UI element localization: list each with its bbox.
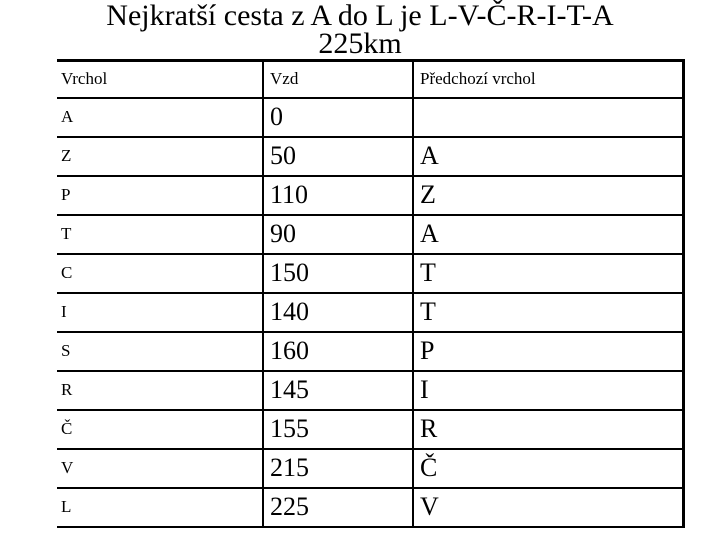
table-row bbox=[57, 371, 683, 410]
distance-cell: 160 bbox=[263, 332, 413, 371]
distance-cell: 90 bbox=[263, 215, 413, 254]
title-line-2: 225km bbox=[318, 27, 402, 60]
header-distance: Vzd bbox=[263, 61, 413, 98]
table-row bbox=[57, 215, 683, 254]
header-previous-vertex: Předchozí vrchol bbox=[413, 61, 683, 98]
previous-cell: T bbox=[413, 254, 683, 293]
vertex-cell: V bbox=[57, 449, 263, 488]
previous-cell: Z bbox=[413, 176, 683, 215]
previous-cell: V bbox=[413, 488, 683, 527]
table-row bbox=[57, 254, 683, 293]
table-row bbox=[57, 293, 683, 332]
previous-cell: T bbox=[413, 293, 683, 332]
distance-cell: 0 bbox=[263, 98, 413, 137]
vertex-cell: Z bbox=[57, 137, 263, 176]
vertex-cell: T bbox=[57, 215, 263, 254]
vertex-cell: Č bbox=[57, 410, 263, 449]
previous-cell: I bbox=[413, 371, 683, 410]
shortest-path-table-container bbox=[57, 59, 683, 540]
distance-cell: 150 bbox=[263, 254, 413, 293]
vertex-cell: R bbox=[57, 371, 263, 410]
vertex-cell: P bbox=[57, 176, 263, 215]
previous-cell: Č bbox=[413, 449, 683, 488]
distance-cell: 145 bbox=[263, 371, 413, 410]
table-row bbox=[57, 488, 683, 527]
previous-cell: A bbox=[413, 215, 683, 254]
table-row bbox=[57, 449, 683, 488]
vertex-cell: I bbox=[57, 293, 263, 332]
previous-cell bbox=[413, 98, 683, 137]
vertex-cell: A bbox=[57, 98, 263, 137]
header-vertex: Vrchol bbox=[57, 61, 263, 98]
table-row bbox=[57, 332, 683, 371]
previous-cell: A bbox=[413, 137, 683, 176]
table-row bbox=[57, 137, 683, 176]
table-row bbox=[57, 410, 683, 449]
shortest-path-table bbox=[57, 59, 685, 528]
table-row bbox=[57, 176, 683, 215]
distance-cell: 110 bbox=[263, 176, 413, 215]
distance-cell: 140 bbox=[263, 293, 413, 332]
distance-cell: 225 bbox=[263, 488, 413, 527]
title-line-1: Nejkratší cesta z A do L je L-V-Č-R-I-T-A bbox=[106, 0, 614, 32]
vertex-cell: C bbox=[57, 254, 263, 293]
previous-cell: P bbox=[413, 332, 683, 371]
vertex-cell: S bbox=[57, 332, 263, 371]
distance-cell: 50 bbox=[263, 137, 413, 176]
table-header-row bbox=[57, 61, 683, 98]
distance-cell: 155 bbox=[263, 410, 413, 449]
distance-cell: 215 bbox=[263, 449, 413, 488]
table-row bbox=[57, 98, 683, 137]
previous-cell: R bbox=[413, 410, 683, 449]
vertex-cell: L bbox=[57, 488, 263, 527]
